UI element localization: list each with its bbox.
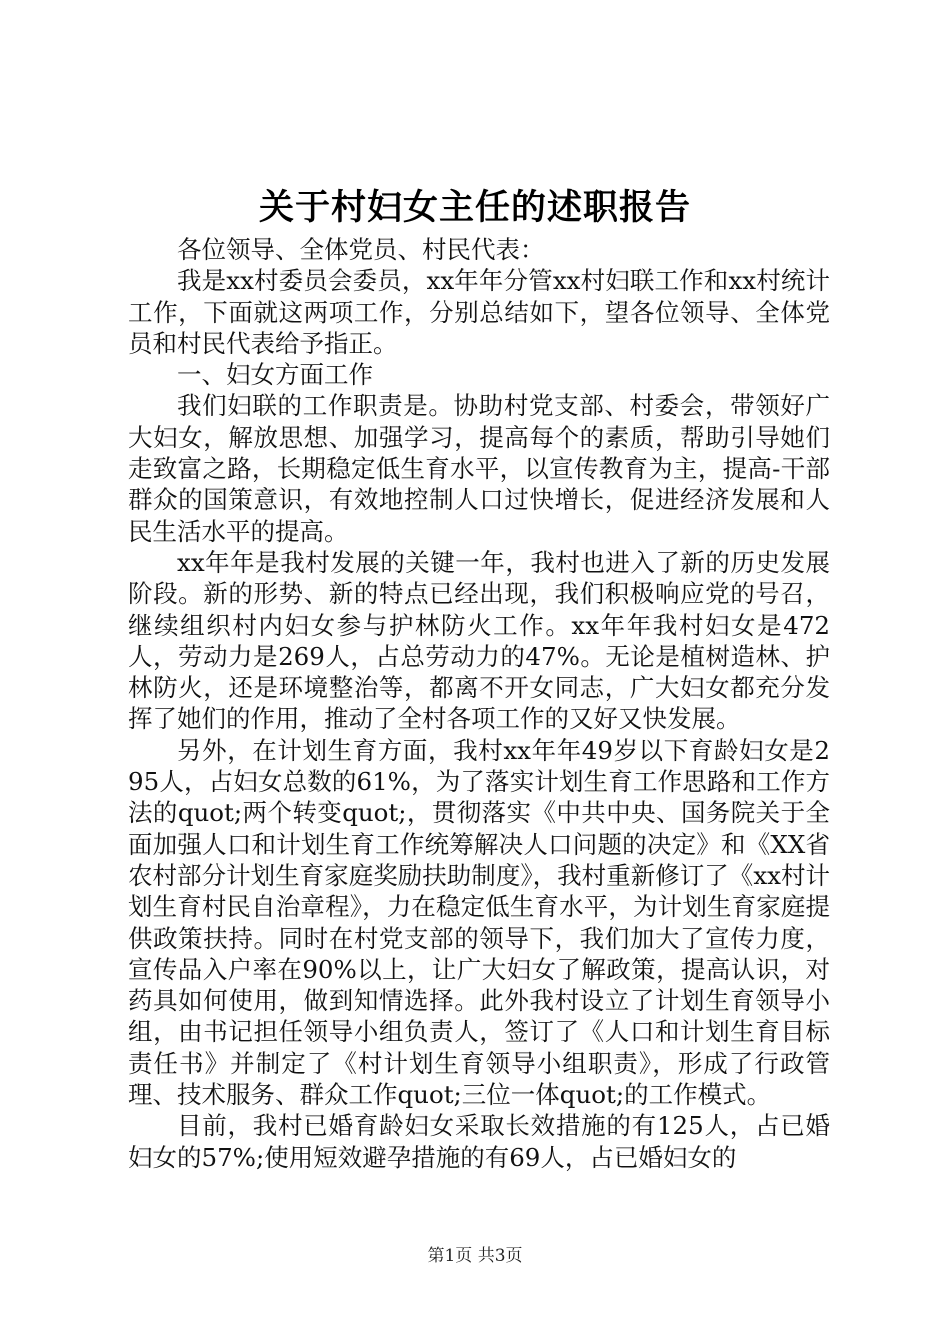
intro-paragraph: 我是xx村委员会委员，xx年年分管xx村妇联工作和xx村统计工作，下面就这两项工作，分别总结如下，望各位领导、全体党员和村民代表给予指正。 bbox=[128, 266, 830, 358]
salutation-paragraph: 各位领导、全体党员、村民代表： bbox=[177, 235, 545, 264]
year-summary-paragraph: xx年年是我村发展的关键一年，我村也进入了新的历史发展阶段。新的形势、新的特点已经出现，我们积极响应党的号召，继续组织村内妇女参与护林防火工作。xx年年我村妇女是472人，劳动力是269人，占总劳动力的47%。无论是植树造林、护林防火，还是环境整治等，都离不开女同志，广大妇女都充分发挥了她们的作用，推动了全村各项工作的又好又快发展。 bbox=[128, 547, 830, 734]
current-status-paragraph: 目前，我村已婚育龄妇女采取长效措施的有125人，占已婚妇女的57%;使用短效避孕措施的有69人，占已婚妇女的 bbox=[128, 1111, 830, 1172]
duties-paragraph: 我们妇联的工作职责是。协助村党支部、村委会，带领好广大妇女，解放思想、加强学习，提高每个的素质，帮助引导她们走致富之路，长期稳定低生育水平，以宣传教育为主，提高-干部群众的国策意识，有效地控制人口过快增长，促进经济发展和人民生活水平的提高。 bbox=[128, 391, 830, 546]
family-planning-paragraph: 另外，在计划生育方面，我村xx年年49岁以下育龄妇女是295人，占妇女总数的61%，为了落实计划生育工作思路和工作方法的quot;两个转变quot;，贯彻落实《中共中央、国务院关于全面加强人口和计划生育工作统筹解决人口问题的决定》和《XX省农村部分计划生育家庭奖励扶助制度》，我村重新修订了《xx村计划生育村民自治章程》，力在稳定低生育水平，为计划生育家庭提供政策扶持。同时在村党支部的领导下，我们加大了宣传力度，宣传品入户率在90%以上，让广大妇女了解政策，提高认识，对药具如何使用，做到知情选择。此外我村设立了计划生育领导小组，由书记担任领导小组负责人，签订了《人口和计划生育目标责任书》并制定了《村计划生育领导小组职责》，形成了行政管理、技术服务、群众工作quot;三位一体quot;的工作模式。 bbox=[128, 735, 830, 1110]
document-body bbox=[128, 234, 830, 1173]
page-number-footer: 第1页 共3页 bbox=[427, 1246, 523, 1266]
document-title: 关于村妇女主任的述职报告 bbox=[258, 188, 691, 228]
section-heading: 一、妇女方面工作 bbox=[177, 360, 373, 390]
